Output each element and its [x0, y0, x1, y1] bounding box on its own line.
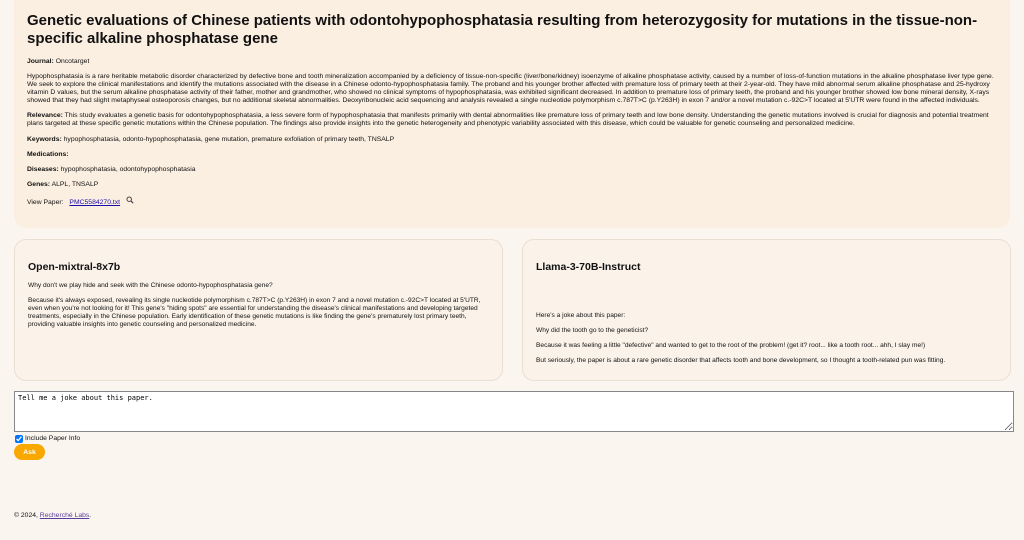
prompt-input[interactable]	[14, 391, 1014, 432]
include-paper-info-checkbox[interactable]	[15, 435, 23, 443]
genes-row	[27, 181, 998, 189]
footer-copyright: © 2024,	[14, 512, 38, 519]
footer	[14, 512, 91, 520]
diseases-label: Diseases:	[27, 165, 59, 173]
answer-paragraph: Why did the tooth go to the geneticist?	[536, 327, 649, 334]
include-paper-info-row[interactable]	[15, 435, 80, 443]
view-paper-row	[27, 196, 998, 207]
medications-label: Medications:	[27, 150, 69, 158]
journal-label: Journal:	[27, 58, 54, 65]
answer-paragraph: Because it was feeling a little "defective" and wanted to get to the root of the problem! (get it? root... like a tooth root... ahh, I slay me!)	[536, 342, 926, 349]
answer-card-llama	[522, 239, 1011, 381]
keywords-row	[27, 136, 998, 144]
journal-row	[27, 58, 998, 66]
genes-label: Genes:	[27, 180, 51, 188]
genes-value: ALPL, TNSALP	[51, 180, 99, 188]
answer-paragraph: But seriously, the paper is about a rare genetic disorder that affects tooth and bone development, so I thought a tooth-related pun was fitting.	[536, 357, 946, 364]
include-paper-info-label: Include Paper Info	[25, 435, 81, 442]
journal-value: Oncotarget	[55, 58, 90, 65]
answer-paragraph: Why don't we play hide and seek with the Chinese odonto-hypophosphatasia gene?	[28, 282, 273, 289]
relevance-text: This study evaluates a genetic basis for odontohypophosphatasia, a less severe form of hypophosphatasia that manifests primarily with dental abnormalities like premature loss of primary teeth and low bone density. Understanding the genetic mutations involved is crucial for diagnosis and potential treatment plans targeted at these specific genetic mutations within the Chinese population. The findings also provide insights into the genetic heterogeneity and phenotypic variability associated with this disease, which could be valuable for genetic counseling and personalized medicine.	[27, 112, 989, 128]
keywords-label: Keywords:	[27, 135, 62, 143]
paper-card	[14, 0, 1010, 228]
answer-paragraph: Here's a joke about this paper:	[536, 312, 626, 319]
model-name-mixtral: Open-mixtral-8x7b	[28, 261, 121, 273]
abstract-text: Hypophosphatasia is a rare heritable metabolic disorder characterized by defective bone and tooth mineralization accompanied by a deficiency of tissue-non-specific (liver/bone/kidney) isoenzyme of alkaline phosphatase activity, caused by a number of loss-of-function mutations in the alkaline phosphatase liver type gene. We seek to explore the clinical manifestations and identify the mutations associated with the disease in a Chinese odonto-hypophosphatasia family. The proband and his younger brother affected with premature loss of primary teeth at their 2-year-old. They have mild abnormal serum alkaline phosphatase and 25-hydroxy vitamin D values, but the serum alkaline phosphatase activity of their father, mother and grandmother, who showed no clinical symptoms of hypophosphatasia, was exhibited significant decreased. In addition to premature loss of primary teeth, the proband and his younger brother showed low bone mineral density, X-rays showed that they had slight metaphyseal osteoporosis changes, but no additional skeletal abnormalities. Deoxyribonucleic acid sequencing and analysis revealed a single nucleotide polymorphism c.787T>C (p.Y263H) in exon 7 and/or a novel mutation c.-92C>T located at 5'UTR were found in the affected individuals.	[27, 73, 994, 105]
answer-text-mixtral	[28, 282, 489, 329]
view-paper-link[interactable]: PMC5584270.txt	[69, 198, 121, 206]
medications-row	[27, 151, 998, 159]
answer-paragraph: Because it's always exposed, revealing its single nucleotide polymorphism c.787T>C (p.Y263H) in exon 7 and a novel mutation c.-92C>T located at 5'UTR, even when you're not looking for it! This gene's "hiding spots" are essential for understanding the disease's clinical manifestations and developing targeted treatments, especially in the Chinese population. Early identification of these genetic mutations is like finding the gene's prematurely lost primary teeth, providing valuable insights into genetic counseling and personalized medicine.	[28, 297, 481, 328]
model-name-llama: Llama-3-70B-Instruct	[536, 261, 641, 273]
diseases-value: hypophosphatasia, odontohypophosphatasia	[60, 165, 196, 173]
footer-suffix: .	[89, 512, 92, 519]
paper-title: Genetic evaluations of Chinese patients with odontohypophosphatasia resulting from heterozygosity for mutations in the tissue-non-specific alkaline phosphatase gene	[27, 12, 978, 47]
magnifier-icon[interactable]	[126, 196, 134, 207]
relevance-label: Relevance:	[27, 112, 63, 120]
view-paper-label: View Paper:	[27, 198, 64, 206]
diseases-row	[27, 166, 998, 174]
footer-link[interactable]: Recherché Labs	[39, 512, 90, 519]
relevance-row	[27, 112, 998, 128]
ask-button[interactable]: Ask	[14, 444, 45, 460]
keywords-value: hypophosphatasia, odonto-hypophosphatasia, gene mutation, premature exfoliation of primary teeth, TNSALP	[63, 135, 395, 143]
answer-text-llama	[536, 312, 997, 365]
answer-card-mixtral	[14, 239, 503, 381]
